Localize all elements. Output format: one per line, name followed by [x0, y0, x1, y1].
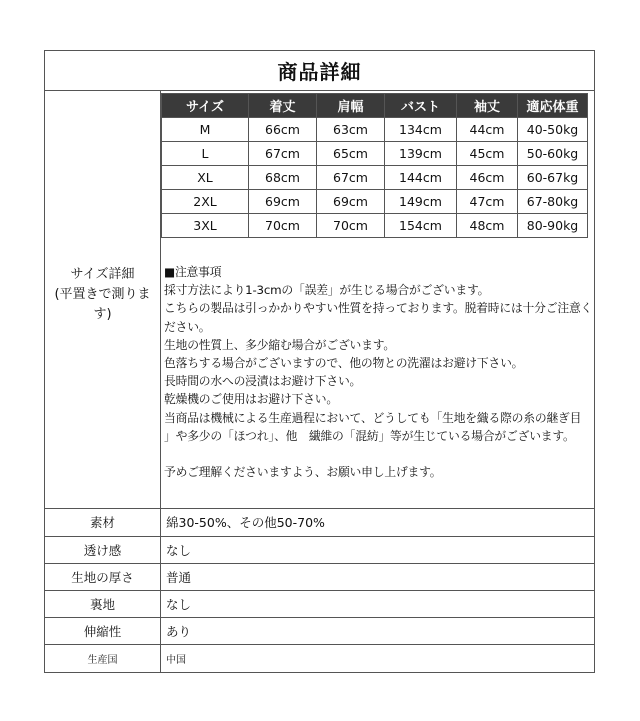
cell: M: [162, 118, 249, 142]
note-line: 生地の性質上、多少縮む場合がございます。: [164, 337, 395, 352]
table-row: [162, 214, 588, 238]
table-row: [162, 142, 588, 166]
cell: 70cm: [249, 214, 317, 238]
cell: 68cm: [249, 166, 317, 190]
detail-row-lining: [45, 591, 594, 617]
cell: 69cm: [317, 190, 385, 214]
size-detail-label-line: す): [93, 307, 112, 322]
header-bust: バスト: [385, 94, 457, 118]
detail-label: 裏地: [89, 597, 115, 612]
cell: 66cm: [249, 118, 317, 142]
cell: 40-50kg: [518, 118, 588, 142]
cell: 63cm: [317, 118, 385, 142]
note-line: 」や多少の「ほつれ」、他 繊維の「混紡」等が生じている場合がございます。: [164, 428, 575, 443]
detail-label: 生産国: [87, 654, 118, 666]
note-spacer: [164, 445, 594, 463]
cell: XL: [162, 166, 249, 190]
notes-block: [164, 263, 594, 481]
header-sleeve: 袖丈: [457, 94, 518, 118]
cell: 67cm: [317, 166, 385, 190]
note-line: 予めご理解くださいますよう、お願い申し上げます。: [164, 465, 442, 480]
detail-label: 伸縮性: [83, 624, 122, 639]
cell: 2XL: [162, 190, 249, 214]
cell: 80-90kg: [518, 214, 588, 238]
detail-row-material: [45, 509, 594, 535]
size-detail-label-line: (平置きで測りま: [54, 287, 151, 302]
note-line: 当商品は機械による生産過程において、どうしても「生地を織る際の糸の継ぎ目: [164, 410, 582, 425]
cell: 60-67kg: [518, 166, 588, 190]
cell: 65cm: [317, 142, 385, 166]
cell: 3XL: [162, 214, 249, 238]
detail-label: 透け感: [83, 543, 122, 558]
detail-value: あり: [166, 624, 192, 639]
size-detail-label: [45, 265, 160, 325]
note-line: 乾燥機のご使用はお避け下さい。: [164, 392, 338, 407]
cell: 69cm: [249, 190, 317, 214]
detail-value: 綿30-50%、その他50-70%: [166, 515, 325, 530]
cell: 48cm: [457, 214, 518, 238]
table-row: [162, 166, 588, 190]
cell: 47cm: [457, 190, 518, 214]
page-title: 商品詳細: [45, 51, 594, 91]
note-line: 採寸方法により1-3cmの「誤差」が生じる場合がございます。: [164, 283, 490, 298]
detail-value: なし: [166, 597, 192, 612]
detail-value: なし: [166, 543, 192, 558]
detail-row-thickness: [45, 564, 594, 590]
cell: 44cm: [457, 118, 518, 142]
detail-label: 素材: [89, 515, 115, 530]
header-weight: 適応体重: [518, 94, 588, 118]
cell: 70cm: [317, 214, 385, 238]
cell: 50-60kg: [518, 142, 588, 166]
cell: 144cm: [385, 166, 457, 190]
table-row: [162, 190, 588, 214]
header-shoulder: 肩幅: [317, 94, 385, 118]
cell: L: [162, 142, 249, 166]
cell: 67cm: [249, 142, 317, 166]
detail-value: 普通: [166, 570, 192, 585]
notes-heading: ■注意事項: [164, 265, 222, 279]
cell: 45cm: [457, 142, 518, 166]
detail-row-stretch: [45, 618, 594, 644]
cell: 134cm: [385, 118, 457, 142]
detail-row-sheerness: [45, 537, 594, 563]
cell: 154cm: [385, 214, 457, 238]
detail-label: 生地の厚さ: [71, 570, 134, 585]
detail-row-origin: [45, 645, 594, 671]
cell: 46cm: [457, 166, 518, 190]
note-line: こちらの製品は引っかかりやすい性質を持っております。脱着時には十分ご注意く: [164, 301, 593, 316]
header-length: 着丈: [249, 94, 317, 118]
cell: 149cm: [385, 190, 457, 214]
cell: 67-80kg: [518, 190, 588, 214]
note-line: ださい。: [164, 319, 211, 334]
header-size: サイズ: [162, 94, 249, 118]
detail-value: 中国: [166, 654, 186, 666]
size-table: [161, 93, 588, 238]
note-line: 長時間の水への浸漬はお避け下さい。: [164, 374, 362, 389]
cell: 139cm: [385, 142, 457, 166]
size-table-header-row: [162, 94, 588, 118]
table-row: [162, 118, 588, 142]
size-detail-label-line: サイズ詳細: [70, 267, 135, 282]
note-line: 色落ちする場合がございますので、他の物との洗濯はお避け下さい。: [164, 356, 524, 371]
